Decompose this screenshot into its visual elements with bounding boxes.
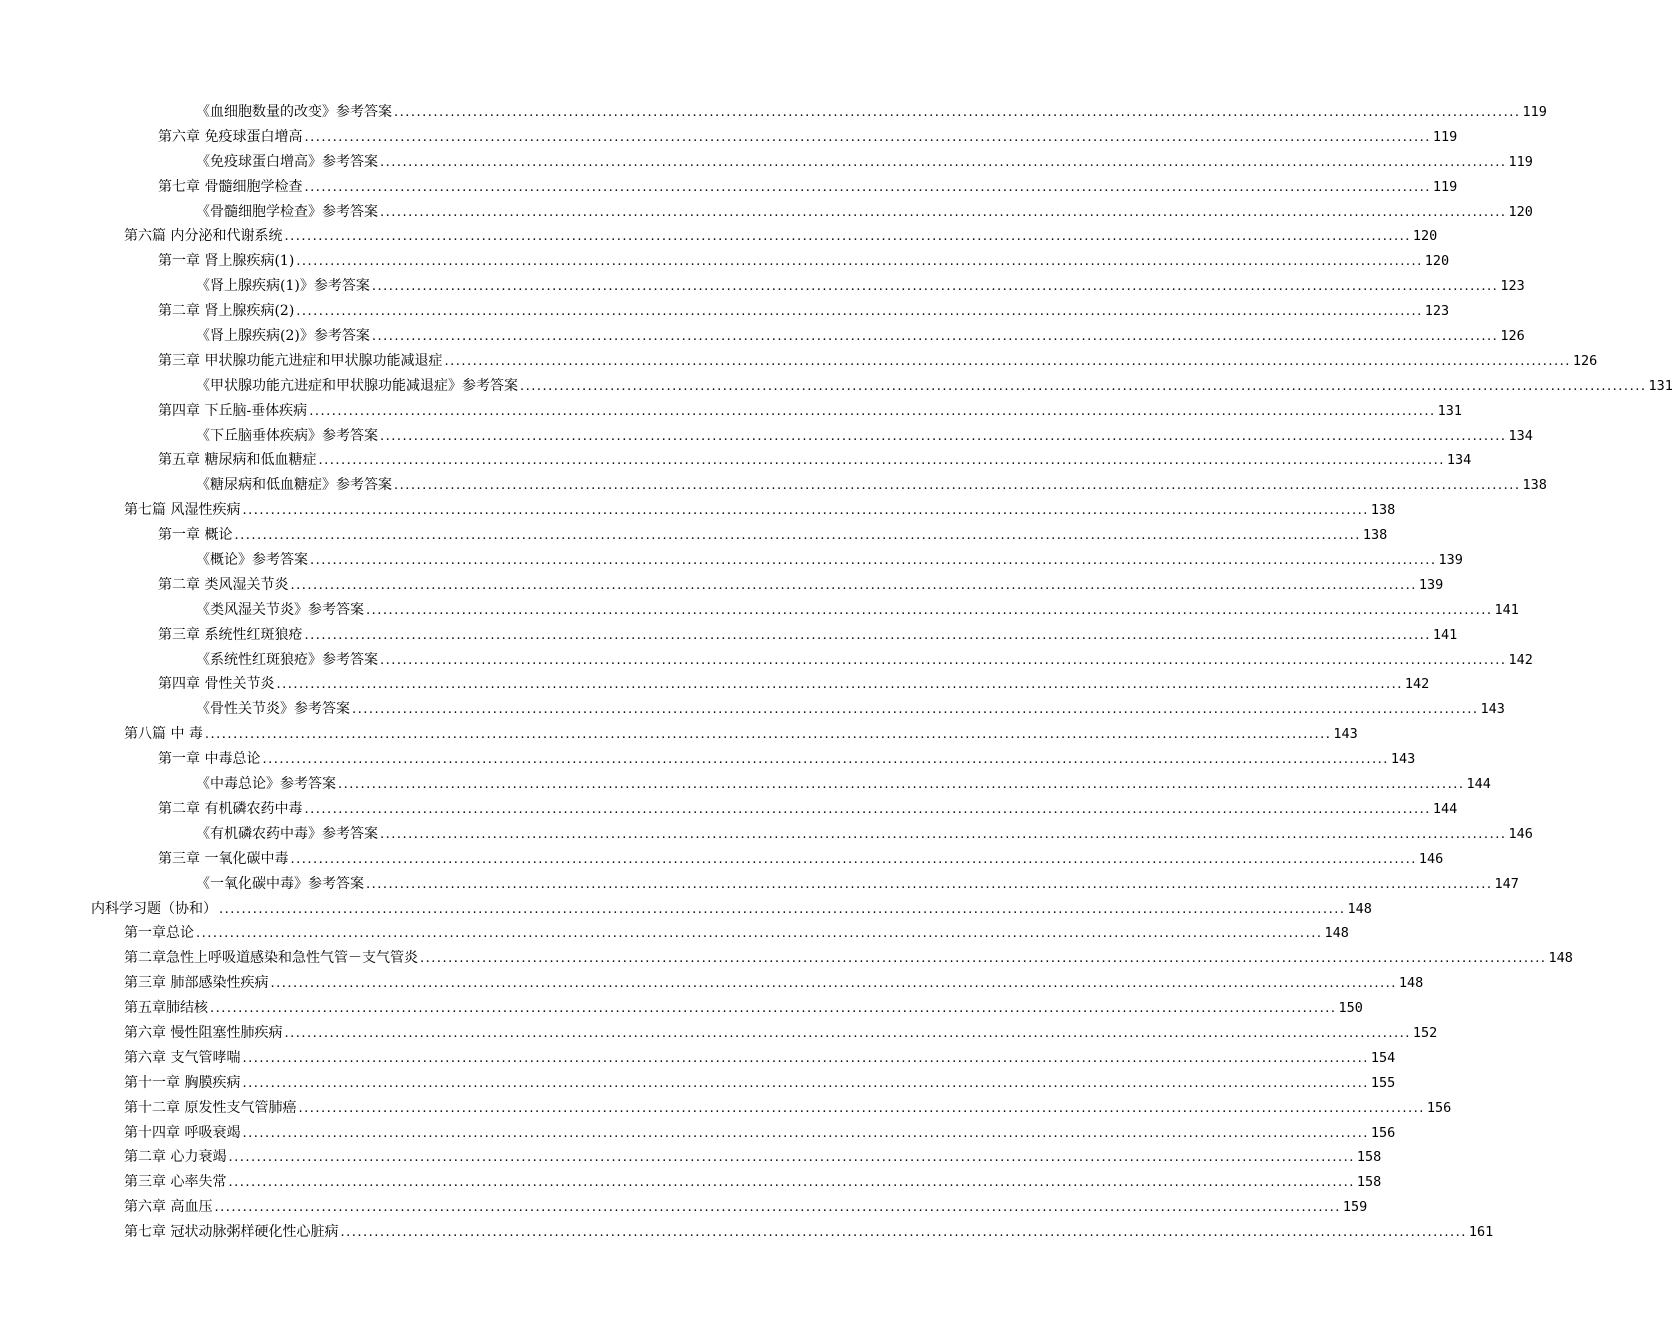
toc-entry-page-number: 148: [1324, 925, 1349, 942]
toc-entry-page-number: 119: [1522, 104, 1547, 120]
dot-leader: ........................................................................................................................................................................................................: [380, 204, 1507, 220]
toc-entry[interactable]: [0, 946, 1573, 971]
toc-entry[interactable]: [0, 548, 1463, 573]
toc-entry-title: 内科学习题（协和）: [91, 900, 217, 917]
dot-leader: ........................................................................................................................................................................................................: [380, 428, 1507, 444]
dot-leader: ........................................................................................................................................................................................................: [204, 727, 1332, 743]
toc-entry-title: 第三章 心率失常: [124, 1174, 227, 1191]
dot-leader: ........................................................................................................................................................................................................: [444, 353, 1571, 369]
toc-entry[interactable]: [0, 274, 1525, 299]
toc-entry-page-number: 119: [1508, 153, 1533, 170]
toc-entry-title: 第七章 冠状动脉粥样硬化性心脏病: [124, 1224, 339, 1241]
toc-entry-page-number: 123: [1500, 278, 1525, 295]
dot-leader: ........................................................................................................................................................................................................: [380, 652, 1507, 668]
toc-entry-page-number: 143: [1390, 751, 1416, 768]
toc-entry[interactable]: [0, 573, 1444, 598]
toc-entry-page-number: 138: [1522, 477, 1547, 494]
toc-entry[interactable]: [0, 1220, 1494, 1245]
toc-entry-page-number: 120: [1412, 228, 1438, 245]
toc-entry-title: 第一章 肾上腺疾病(1): [158, 253, 295, 270]
toc-entry-page-number: 144: [1466, 776, 1491, 793]
toc-entry[interactable]: [0, 1071, 1396, 1096]
toc-entry[interactable]: [0, 722, 1358, 747]
toc-entry-page-number: 142: [1508, 651, 1533, 668]
toc-entry-title: 第二章 肾上腺疾病(2): [158, 303, 295, 320]
dot-leader: ........................................................................................................................................................................................................: [304, 179, 1431, 195]
toc-entry[interactable]: [0, 847, 1444, 872]
toc-entry[interactable]: [0, 996, 1363, 1021]
dot-leader: ........................................................................................................................................................................................................: [290, 577, 1417, 593]
toc-entry-title: 《类风湿关节炎》参考答案: [196, 601, 364, 618]
toc-entry[interactable]: [0, 299, 1450, 324]
toc-entry-page-number: 146: [1508, 825, 1533, 842]
dot-leader: ........................................................................................................................................................................................................: [242, 1125, 1369, 1141]
toc-entry[interactable]: [0, 498, 1396, 523]
toc-entry-title: 第十一章 胸膜疾病: [124, 1074, 241, 1091]
toc-entry-title: 第六章 免疫球蛋白增高: [158, 128, 303, 145]
toc-entry-title: 第二章 心力衰竭: [124, 1149, 227, 1166]
toc-entry[interactable]: [0, 448, 1472, 473]
dot-leader: ........................................................................................................................................................................................................: [309, 403, 1436, 419]
toc-entry-title: 《甲状腺功能亢进症和甲状腺功能减退症》参考答案: [196, 377, 518, 394]
toc-entry[interactable]: [0, 897, 1372, 922]
toc-entry-page-number: 150: [1338, 1000, 1363, 1017]
toc-entry-page-number: 158: [1356, 1174, 1382, 1191]
toc-entry-title: 第七篇 风湿性疾病: [124, 502, 241, 519]
toc-entry-title: 第一章 概论: [158, 527, 233, 544]
toc-entry[interactable]: [0, 1170, 1382, 1195]
toc-entry-title: 第六章 支气管哮喘: [124, 1049, 241, 1066]
toc-entry-page-number: 154: [1370, 1049, 1396, 1066]
toc-entry[interactable]: [0, 921, 1349, 946]
dot-leader: ........................................................................................................................................................................................................: [284, 1025, 1411, 1041]
toc-entry-page-number: 123: [1424, 303, 1450, 320]
toc-entry-page-number: 131: [1648, 377, 1673, 394]
toc-entry-page-number: 126: [1500, 328, 1525, 345]
dot-leader: ........................................................................................................................................................................................................: [214, 1200, 1341, 1216]
dot-leader: ........................................................................................................................................................................................................: [371, 279, 1499, 295]
dot-leader: ........................................................................................................................................................................................................: [394, 478, 1521, 494]
toc-entry-page-number: 139: [1418, 576, 1444, 593]
dot-leader: ........................................................................................................................................................................................................: [366, 602, 1493, 618]
toc-entry[interactable]: [0, 1096, 1452, 1121]
toc-entry[interactable]: [0, 523, 1388, 548]
dot-leader: ........................................................................................................................................................................................................: [242, 1050, 1369, 1066]
toc-entry[interactable]: [0, 374, 1673, 399]
toc-entry-title: 《概论》参考答案: [196, 552, 308, 569]
dot-leader: ........................................................................................................................................................................................................: [242, 503, 1369, 519]
dot-leader: ........................................................................................................................................................................................................: [352, 702, 1479, 718]
toc-entry-title: 第二章急性上呼吸道感染和急性气管－支气管炎: [124, 950, 418, 967]
dot-leader: ........................................................................................................................................................................................................: [196, 926, 1323, 942]
toc-entry-title: 第五章 糖尿病和低血糖症: [158, 452, 317, 469]
toc-entry-page-number: 152: [1412, 1024, 1438, 1041]
toc-entry-title: 《骨髓细胞学检查》参考答案: [196, 203, 378, 220]
toc-entry-title: 《免疫球蛋白增高》参考答案: [196, 153, 378, 170]
toc-entry-title: 第三章 一氧化碳中毒: [158, 850, 289, 867]
dot-leader: ........................................................................................................................................................................................................: [394, 105, 1521, 120]
toc-entry-page-number: 148: [1548, 950, 1573, 967]
toc-entry-page-number: 142: [1404, 676, 1430, 693]
toc-entry-page-number: 148: [1347, 900, 1372, 917]
toc-entry-page-number: 146: [1418, 850, 1444, 867]
toc-entry[interactable]: [0, 623, 1458, 648]
dot-leader: ........................................................................................................................................................................................................: [304, 627, 1431, 643]
toc-entry-page-number: 159: [1342, 1199, 1368, 1216]
toc-entry-title: 第七章 骨髓细胞学检查: [158, 178, 303, 195]
toc-entry-page-number: 141: [1432, 626, 1458, 643]
toc-entry[interactable]: [0, 1046, 1396, 1071]
toc-entry[interactable]: [0, 822, 1533, 847]
toc-entry[interactable]: [0, 971, 1424, 996]
toc-entry-page-number: 158: [1356, 1149, 1382, 1166]
toc-entry-title: 第十四章 呼吸衰竭: [124, 1124, 241, 1141]
toc-entry[interactable]: [0, 200, 1533, 225]
toc-entry-title: 第四章 下丘脑-垂体疾病: [158, 402, 308, 419]
toc-entry-page-number: 143: [1333, 726, 1358, 743]
toc-entry[interactable]: [0, 100, 1547, 125]
toc-entry[interactable]: [0, 1195, 1368, 1220]
toc-entry-title: 《骨性关节炎》参考答案: [196, 701, 350, 718]
toc-entry-page-number: 156: [1370, 1124, 1396, 1141]
toc-entry-title: 第八篇 中 毒: [124, 726, 203, 743]
toc-entry-page-number: 134: [1508, 427, 1533, 444]
toc-entry-page-number: 156: [1426, 1099, 1452, 1116]
dot-leader: ........................................................................................................................................................................................................: [234, 528, 1361, 544]
toc-entry-page-number: 134: [1446, 452, 1472, 469]
toc-entry-title: 第一章 中毒总论: [158, 751, 261, 768]
toc-entry[interactable]: [0, 473, 1547, 498]
toc-entry-title: 第六章 高血压: [124, 1199, 213, 1216]
toc-entry-title: 《系统性红斑狼疮》参考答案: [196, 651, 378, 668]
toc-entry-title: 第二章 有机磷农药中毒: [158, 800, 303, 817]
toc-entry[interactable]: [0, 797, 1458, 822]
dot-leader: ........................................................................................................................................................................................................: [371, 329, 1499, 345]
toc-entry[interactable]: [0, 150, 1533, 175]
toc-entry[interactable]: [0, 1121, 1396, 1146]
dot-leader: ........................................................................................................................................................................................................: [380, 154, 1507, 170]
toc-entry-page-number: 161: [1468, 1224, 1494, 1241]
toc-entry-page-number: 139: [1438, 552, 1463, 569]
dot-leader: ........................................................................................................................................................................................................: [228, 1150, 1355, 1166]
toc-entry-page-number: 155: [1370, 1074, 1396, 1091]
toc-entry-page-number: 120: [1508, 203, 1533, 220]
toc-entry[interactable]: [0, 224, 1438, 249]
toc-entry-title: 第五章肺结核: [124, 1000, 208, 1017]
dot-leader: ........................................................................................................................................................................................................: [296, 254, 1423, 270]
dot-leader: ........................................................................................................................................................................................................: [262, 752, 1389, 768]
dot-leader: ........................................................................................................................................................................................................: [380, 826, 1507, 842]
dot-leader: ........................................................................................................................................................................................................: [310, 553, 1437, 569]
toc-entry-title: 《下丘脑垂体疾病》参考答案: [196, 427, 378, 444]
toc-entry[interactable]: [0, 872, 1519, 897]
toc-entry-page-number: 131: [1437, 402, 1463, 419]
toc-entry-title: 《一氧化碳中毒》参考答案: [196, 875, 364, 892]
toc-entry-page-number: 148: [1398, 975, 1424, 992]
dot-leader: ........................................................................................................................................................................................................: [420, 951, 1547, 967]
toc-entry[interactable]: [0, 697, 1505, 722]
toc-entry[interactable]: [0, 399, 1463, 424]
toc-entry-page-number: 143: [1480, 701, 1505, 718]
toc-entry-title: 第二章 类风湿关节炎: [158, 576, 289, 593]
toc-entry-title: 第三章 肺部感染性疾病: [124, 975, 269, 992]
dot-leader: ........................................................................................................................................................................................................: [284, 229, 1411, 245]
dot-leader: ........................................................................................................................................................................................................: [276, 677, 1403, 693]
toc-entry[interactable]: [0, 349, 1598, 374]
dot-leader: ........................................................................................................................................................................................................: [290, 851, 1417, 867]
toc-entry-title: 《肾上腺疾病(2)》参考答案: [196, 328, 370, 345]
dot-leader: ........................................................................................................................................................................................................: [219, 901, 1346, 917]
toc-entry-page-number: 141: [1494, 601, 1519, 618]
toc-entry[interactable]: [0, 1145, 1382, 1170]
dot-leader: ........................................................................................................................................................................................................: [318, 453, 1445, 469]
dot-leader: ........................................................................................................................................................................................................: [340, 1225, 1467, 1241]
toc-entry-page-number: 144: [1432, 800, 1458, 817]
dot-leader: ........................................................................................................................................................................................................: [270, 976, 1397, 992]
toc-entry[interactable]: [0, 324, 1525, 349]
toc-entry-title: 第十二章 原发性支气管肺癌: [124, 1099, 297, 1116]
dot-leader: ........................................................................................................................................................................................................: [520, 378, 1647, 394]
toc-entry-title: 第三章 甲状腺功能亢进症和甲状腺功能减退症: [158, 352, 443, 369]
dot-leader: ........................................................................................................................................................................................................: [298, 1100, 1425, 1116]
toc-entry-title: 《有机磷农药中毒》参考答案: [196, 825, 378, 842]
toc-entry[interactable]: [0, 648, 1533, 673]
toc-entry-page-number: 119: [1432, 178, 1458, 195]
toc-entry-title: 第一章总论: [124, 925, 194, 942]
toc-entry-title: 《肾上腺疾病(1)》参考答案: [196, 278, 370, 295]
table-of-contents: [0, 100, 1673, 1245]
toc-entry-title: 《糖尿病和低血糖症》参考答案: [196, 477, 392, 494]
dot-leader: ........................................................................................................................................................................................................: [228, 1175, 1355, 1191]
dot-leader: ........................................................................................................................................................................................................: [338, 777, 1465, 793]
toc-entry[interactable]: [0, 672, 1430, 697]
toc-entry-page-number: 147: [1494, 875, 1519, 892]
dot-leader: ........................................................................................................................................................................................................: [304, 801, 1431, 817]
toc-entry-page-number: 138: [1370, 502, 1396, 519]
dot-leader: ........................................................................................................................................................................................................: [242, 1075, 1369, 1091]
dot-leader: ........................................................................................................................................................................................................: [210, 1001, 1337, 1017]
toc-entry[interactable]: [0, 424, 1533, 449]
toc-entry[interactable]: [0, 747, 1416, 772]
toc-entry[interactable]: [0, 1021, 1438, 1046]
toc-entry-page-number: 120: [1424, 253, 1450, 270]
dot-leader: ........................................................................................................................................................................................................: [366, 876, 1493, 892]
toc-entry-title: 《中毒总论》参考答案: [196, 776, 336, 793]
toc-entry-title: 《血细胞数量的改变》参考答案: [196, 104, 392, 120]
toc-entry[interactable]: [0, 598, 1519, 623]
toc-entry-title: 第六章 慢性阻塞性肺疾病: [124, 1024, 283, 1041]
toc-entry[interactable]: [0, 125, 1458, 150]
toc-entry[interactable]: [0, 175, 1458, 200]
toc-entry-page-number: 138: [1362, 527, 1388, 544]
dot-leader: ........................................................................................................................................................................................................: [304, 129, 1431, 145]
dot-leader: ........................................................................................................................................................................................................: [296, 304, 1423, 320]
toc-entry-title: 第三章 系统性红斑狼疮: [158, 626, 303, 643]
toc-entry-title: 第六篇 内分泌和代谢系统: [124, 228, 283, 245]
toc-entry-title: 第四章 骨性关节炎: [158, 676, 275, 693]
toc-entry-page-number: 119: [1432, 128, 1458, 145]
toc-entry-page-number: 126: [1572, 352, 1598, 369]
toc-entry[interactable]: [0, 772, 1491, 797]
toc-entry[interactable]: [0, 249, 1450, 274]
